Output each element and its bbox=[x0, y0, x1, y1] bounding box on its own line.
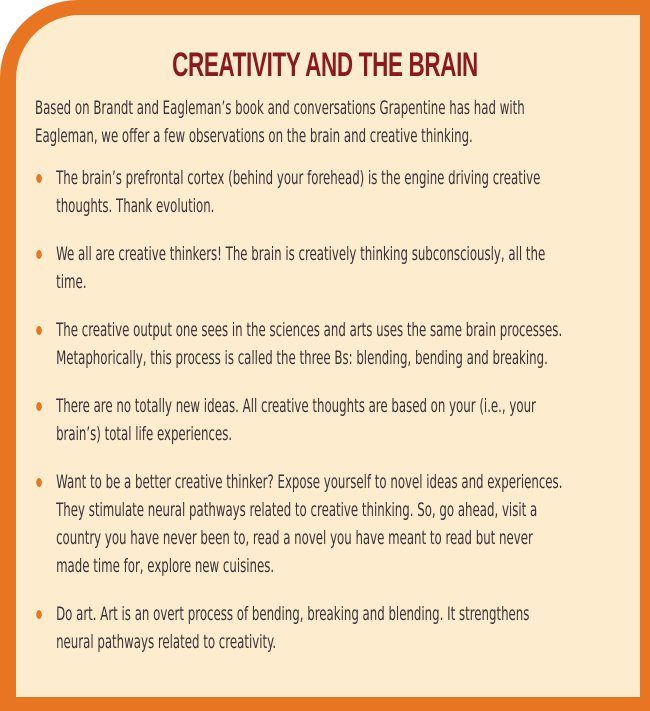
bullet-line: country you have never been to, read a novel you have meant to read but never bbox=[56, 527, 533, 549]
bullet-dot-icon bbox=[36, 402, 42, 411]
bullet-dot-icon bbox=[36, 610, 42, 619]
box-content bbox=[35, 94, 612, 676]
list-item bbox=[35, 240, 612, 296]
box-title: CREATIVITY AND THE BRAIN bbox=[172, 46, 478, 84]
list-item bbox=[35, 392, 612, 448]
bullet-line: Metaphorically, this process is called the three Bs: blending, bending and breaking. bbox=[56, 347, 548, 369]
bullet-line: brain’s) total life experiences. bbox=[56, 423, 233, 445]
bullet-line: thoughts. Thank evolution. bbox=[56, 195, 215, 217]
intro-paragraph bbox=[35, 94, 612, 150]
bullet-line: They stimulate neural pathways related to creative thinking. So, go ahead, visit a bbox=[56, 499, 538, 521]
bullet-line: Do art. Art is an overt process of bending, breaking and blending. It strengthens bbox=[56, 603, 530, 625]
bullet-line: The brain’s prefrontal cortex (behind your forehead) is the engine driving creative bbox=[56, 167, 541, 189]
observations-list bbox=[35, 164, 612, 656]
bullet-line: Want to be a better creative thinker? Expose yourself to novel ideas and experiences. bbox=[56, 471, 563, 493]
bullet-line: time. bbox=[56, 271, 87, 293]
list-item bbox=[35, 316, 612, 372]
list-item bbox=[35, 600, 612, 656]
list-item bbox=[35, 468, 612, 580]
intro-line: Eagleman, we offer a few observations on the brain and creative thinking. bbox=[35, 125, 473, 147]
bullet-dot-icon bbox=[36, 174, 42, 183]
list-item bbox=[35, 164, 612, 220]
bullet-dot-icon bbox=[36, 478, 42, 487]
bullet-dot-icon bbox=[36, 326, 42, 335]
bullet-dot-icon bbox=[36, 250, 42, 259]
bullet-line: The creative output one sees in the sciences and arts uses the same brain processes. bbox=[56, 319, 563, 341]
intro-line: Based on Brandt and Eagleman’s book and conversations Grapentine has had with bbox=[35, 97, 525, 119]
bullet-line: neural pathways related to creativity. bbox=[56, 631, 277, 653]
bullet-line: made time for, explore new cuisines. bbox=[56, 555, 275, 577]
bullet-line: There are no totally new ideas. All creative thoughts are based on your (i.e., your bbox=[56, 395, 536, 417]
bullet-line: We all are creative thinkers! The brain is creatively thinking subconsciously, all the bbox=[56, 243, 546, 265]
